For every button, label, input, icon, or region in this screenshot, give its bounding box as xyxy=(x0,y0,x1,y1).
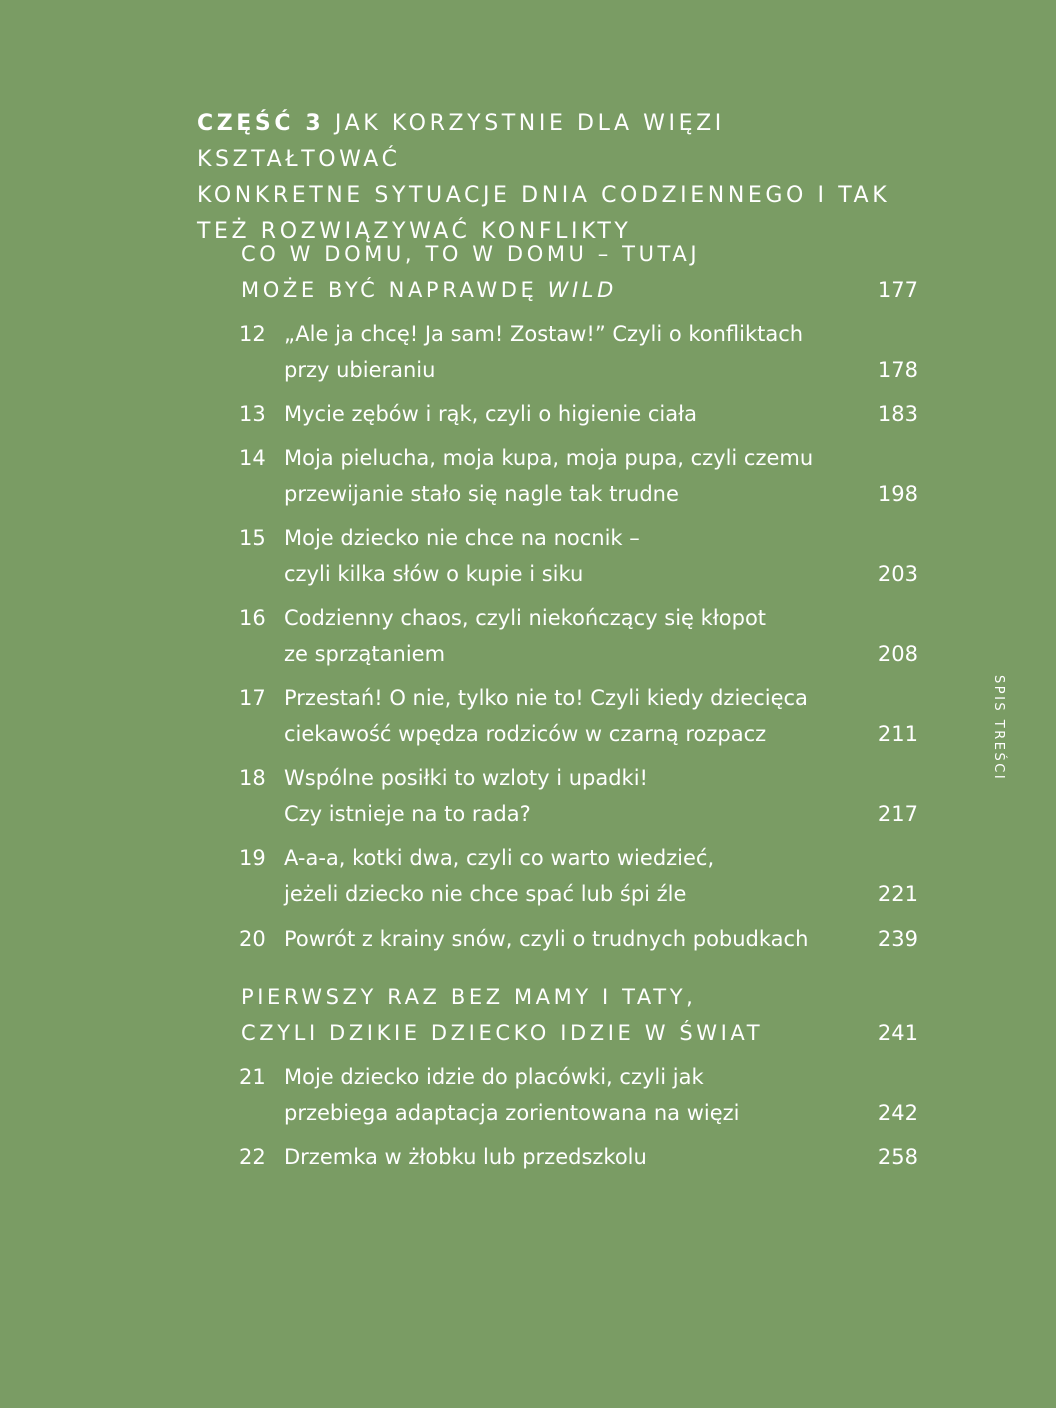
toc-entry[interactable] xyxy=(239,1139,918,1175)
chapter-title-line-1: Moje dziecko idzie do placówki, czyli jak xyxy=(284,1065,704,1089)
chapter-title-line-1: Moje dziecko nie chce na nocnik – xyxy=(284,526,640,550)
chapter-title-line-1: „Ale ja chcę! Ja sam! Zostaw!” Czyli o konfliktach xyxy=(284,322,804,346)
toc-entry[interactable] xyxy=(239,680,918,752)
chapter-title xyxy=(284,840,844,912)
chapter-title-line-2: ciekawość wpędza rodziców w czarną rozpacz xyxy=(284,722,767,746)
running-header-label: SPIS TREŚCI xyxy=(991,675,1006,782)
chapter-title-line-1: Moja pielucha, moja kupa, moja pupa, czyli czemu xyxy=(284,446,814,470)
chapter-title-line-1: Powrót z krainy snów, czyli o trudnych pobudkach xyxy=(284,927,809,951)
toc-entry[interactable] xyxy=(239,520,918,592)
toc-entry[interactable] xyxy=(239,600,918,672)
page-number: 217 xyxy=(877,802,918,826)
chapter-title xyxy=(284,600,844,672)
chapter-title xyxy=(284,680,844,752)
chapter-title-line-1: Przestań! O nie, tylko nie to! Czyli kiedy dziecięca xyxy=(284,686,808,710)
section-page-number: 241 xyxy=(877,1021,918,1045)
part-title-text-1: JAK KORZYSTNIE DLA WIĘZI KSZTAŁTOWAĆ xyxy=(197,111,725,172)
section-title-line-1: CO W DOMU, TO W DOMU – TUTAJ xyxy=(241,242,701,266)
chapter-title-line-1: Codzienny chaos, czyli niekończący się kłopot xyxy=(284,606,767,630)
chapter-title-line-2: czyli kilka słów o kupie i siku xyxy=(284,562,584,586)
section-title-line-2 xyxy=(241,272,918,308)
page-number: 211 xyxy=(877,722,918,746)
toc-entry[interactable] xyxy=(239,760,918,832)
page-number: 242 xyxy=(877,1101,918,1125)
chapter-title xyxy=(284,396,844,432)
part-title-line-2: KONKRETNE SYTUACJE DNIA CODZIENNEGO I TAK xyxy=(197,183,891,208)
page-number: 258 xyxy=(877,1145,918,1169)
chapter-title-line-1: Mycie zębów i rąk, czyli o higienie ciała xyxy=(284,402,697,426)
chapter-title-line-2: przebiega adaptacja zorientowana na więzi xyxy=(284,1101,740,1125)
chapter-number: 18 xyxy=(239,766,266,790)
chapter-number: 13 xyxy=(239,402,266,426)
page-number: 208 xyxy=(877,642,918,666)
chapter-title-line-2: Czy istnieje na to rada? xyxy=(284,802,531,826)
chapter-number: 17 xyxy=(239,686,266,710)
chapter-title-line-1: Wspólne posiłki to wzloty i upadki! xyxy=(284,766,648,790)
section-title-text: MOŻE BYĆ NAPRAWDĘ xyxy=(241,278,548,302)
chapter-number: 21 xyxy=(239,1065,266,1089)
chapter-title-line-1: A-a-a, kotki dwa, czyli co warto wiedzieć, xyxy=(284,846,715,870)
chapter-number: 20 xyxy=(239,927,266,951)
page-number: 203 xyxy=(877,562,918,586)
chapter-number: 19 xyxy=(239,846,266,870)
page-number: 239 xyxy=(877,927,918,951)
chapter-title xyxy=(284,316,844,388)
section-title-line-1: PIERWSZY RAZ BEZ MAMY I TATY, xyxy=(241,985,697,1009)
part-title-line-1 xyxy=(197,106,937,178)
section-heading[interactable] xyxy=(241,236,918,308)
toc-entry[interactable] xyxy=(239,921,918,957)
chapter-title-line-2: przy ubieraniu xyxy=(284,358,436,382)
chapter-number: 14 xyxy=(239,446,266,470)
page-number: 178 xyxy=(877,358,918,382)
page-number: 221 xyxy=(877,882,918,906)
toc-entry[interactable] xyxy=(239,1059,918,1131)
section-page-number: 177 xyxy=(877,278,918,302)
toc-entry[interactable] xyxy=(239,840,918,912)
chapter-number: 22 xyxy=(239,1145,266,1169)
chapter-title xyxy=(284,921,844,957)
section-heading[interactable] xyxy=(241,979,918,1051)
chapter-title xyxy=(284,760,844,832)
page-number: 183 xyxy=(877,402,918,426)
chapter-title-line-2: przewijanie stało się nagle tak trudne xyxy=(284,482,679,506)
toc-entry[interactable] xyxy=(239,316,918,388)
section-title-text: CZYLI DZIKIE DZIECKO IDZIE W ŚWIAT xyxy=(241,1021,764,1045)
chapter-number: 16 xyxy=(239,606,266,630)
part-number: CZĘŚĆ 3 xyxy=(197,111,325,136)
chapter-title-line-1: Drzemka w żłobku lub przedszkolu xyxy=(284,1145,647,1169)
chapter-title-line-2: ze sprzątaniem xyxy=(284,642,446,666)
chapter-title-line-2: jeżeli dziecko nie chce spać lub śpi źle xyxy=(284,882,687,906)
part-heading xyxy=(197,106,937,250)
section-title-line-2 xyxy=(241,1015,918,1051)
page-number: 198 xyxy=(877,482,918,506)
chapter-number: 15 xyxy=(239,526,266,550)
chapter-title xyxy=(284,520,844,592)
chapter-number: 12 xyxy=(239,322,266,346)
chapter-title xyxy=(284,1139,844,1175)
chapter-title xyxy=(284,1059,844,1131)
toc-entry[interactable] xyxy=(239,440,918,512)
toc-entry[interactable] xyxy=(239,396,918,432)
section-title-italic: WILD xyxy=(547,278,617,302)
part-title-line-3: TEŻ ROZWIĄZYWAĆ KONFLIKTY xyxy=(197,219,632,244)
chapter-title xyxy=(284,440,844,512)
